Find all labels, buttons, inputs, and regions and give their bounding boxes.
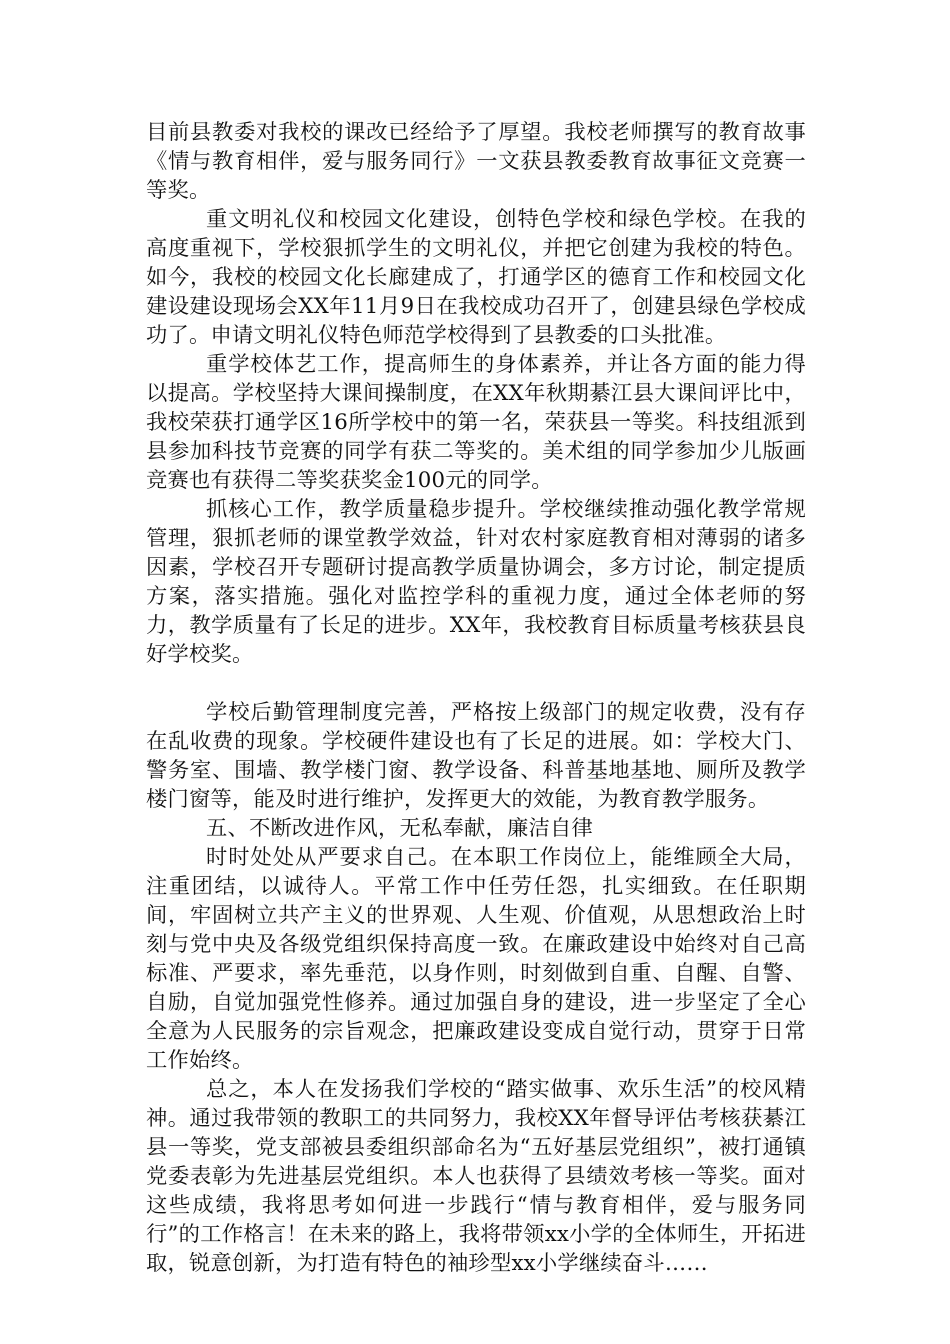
paragraph-gap xyxy=(146,669,806,698)
paragraph-campus-culture: 重文明礼仪和校园文化建设，创特色学校和绿色学校。在我的高度重视下，学校狠抓学生的文明礼仪，并把它创建为我校的特色。如今，我校的校园文化长廊建成了，打通学区的德育工作和校园文化建设建设现场会XX年11月9日在我校成功召开了，创建县绿色学校成功了。申请文明礼仪特色师范学校得到了县教委的口头批准。 xyxy=(146,207,806,348)
paragraph-teaching-quality: 抓核心工作，教学质量稳步提升。学校继续推动强化教学常规管理，狠抓老师的课堂教学效益，针对农村家庭教育相对薄弱的诸多因素，学校召开专题研讨提高教学质量协调会，多方讨论，制定提质方案，落实措施。强化对监控学科的重视力度，通过全体老师的努力，教学质量有了长足的进步。XX年，我校教育目标质量考核获县良好学校奖。 xyxy=(146,497,806,667)
document-body xyxy=(146,118,806,1278)
paragraph-summary: 总之，本人在发扬我们学校的“踏实做事、欢乐生活”的校风精神。通过我带领的教职工的共同努力，我校XX年督导评估考核获綦江县一等奖，党支部被县委组织部命名为“五好基层党组织”，被打通镇党委表彰为先进基层党组织。本人也获得了县绩效考核一等奖。面对这些成绩，我将思考如何进一步践行“情与教育相伴，爱与服务同行”的工作格言！在未来的路上，我将带领xx小学的全体师生，开拓进取，锐意创新，为打造有特色的袖珍型xx小学继续奋斗…… xyxy=(146,1077,806,1276)
section-heading-conduct: 五、不断改进作风，无私奉献，廉洁自律 xyxy=(206,816,593,841)
paragraph-logistics: 学校后勤管理制度完善，严格按上级部门的规定收费，没有存在乱收费的现象。学校硬件建设也有了长足的进展。如：学校大门、警务室、围墙、教学楼门窗、教学设备、科普基地基地、厕所及教学楼门窗等，能及时进行维护，发挥更大的效能，为教育教学服务。 xyxy=(146,700,806,812)
paragraph-sports-arts: 重学校体艺工作，提高师生的身体素养，并让各方面的能力得以提高。学校坚持大课间操制度，在XX年秋期綦江县大课间评比中，我校荣获打通学区16所学校中的第一名，荣获县一等奖。科技组派到县参加科技节竞赛的同学有获二等奖的。美术组的同学参加少儿版画竞赛也有获得二等奖获奖金100元的同学。 xyxy=(146,352,806,493)
paragraph-course-reform: 目前县教委对我校的课改已经给予了厚望。我校老师撰写的教育故事《情与教育相伴，爱与服务同行》一文获县教委教育故事征文竞赛一等奖。 xyxy=(146,120,806,203)
paragraph-self-discipline: 时时处处从严要求自己。在本职工作岗位上，能维顾全大局，注重团结，以诚待人。平常工作中任劳任怨，扎实细致。在任职期间，牢固树立共产主义的世界观、人生观、价值观，从思想政治上时刻与党中央及各级党组织保持高度一致。在廉政建设中始终对自己高标准、严要求，率先垂范，以身作则，时刻做到自重、自醒、自警、自励，自觉加强党性修养。通过加强自身的建设，进一步坚定了全心全意为人民服务的宗旨观念，把廉政建设变成自觉行动，贯穿于日常工作始终。 xyxy=(146,845,806,1073)
